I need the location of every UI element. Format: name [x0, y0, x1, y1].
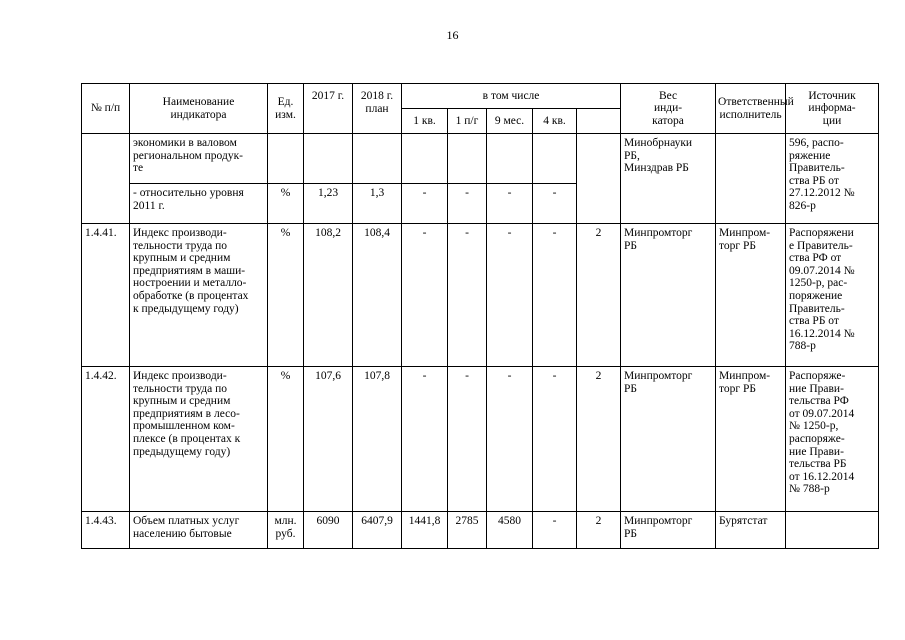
header-executor: Ответственный исполнитель: [716, 84, 786, 134]
row-1442-num: 1.4.42.: [82, 367, 130, 512]
row-1442-h1: -: [448, 367, 487, 512]
table-header: [82, 84, 879, 134]
row-1443-2018: 6407,9: [353, 512, 402, 549]
empty-cell: [304, 134, 353, 184]
row-1442-executor: Минпромторг РБ: [621, 367, 716, 512]
row-1441-h1: -: [448, 224, 487, 367]
empty-cell: [533, 134, 577, 184]
row-1442-source: Минпром- торг РБ: [716, 367, 786, 512]
row-cont-num: [82, 134, 130, 224]
row-1443-weight: 2: [577, 512, 621, 549]
row-cont-q4: -: [533, 184, 577, 224]
row-1442-q4: -: [533, 367, 577, 512]
empty-cell: [402, 134, 448, 184]
header-q1: 1 кв.: [402, 109, 448, 134]
empty-cell: [268, 134, 304, 184]
header-source: Источник информа- ции: [786, 84, 879, 134]
table-row: [82, 134, 879, 184]
row-1442-weight: 2: [577, 367, 621, 512]
indicators-table: [81, 83, 879, 549]
row-1443-9m: 4580: [487, 512, 533, 549]
row-cont-name-b: - относительно уровня 2011 г.: [130, 184, 268, 224]
row-1442-unit: %: [268, 367, 304, 512]
row-1443-2017: 6090: [304, 512, 353, 549]
empty-cell: [487, 134, 533, 184]
table-row: [82, 224, 879, 367]
row-1441-name: Индекс производи- тельности труда по крупным и средним предприятиям в маши- ностроении и металло- обработке (в процентах к предыдущему году): [130, 224, 268, 367]
row-1442-2017: 107,6: [304, 367, 353, 512]
row-cont-name-a: экономики в валовом региональном продук- те: [130, 134, 268, 184]
row-1442-9m: -: [487, 367, 533, 512]
table-row: [82, 512, 879, 549]
row-1441-q4: -: [533, 224, 577, 367]
header-9m: 9 мес.: [487, 109, 533, 134]
row-1441-2018: 108,4: [353, 224, 402, 367]
row-1443-h1: 2785: [448, 512, 487, 549]
row-cont-q1: -: [402, 184, 448, 224]
table-row: [82, 367, 879, 512]
header-name: Наименование индикатора: [130, 84, 268, 134]
header-num: № п/п: [82, 84, 130, 134]
row-1443-q1: 1441,8: [402, 512, 448, 549]
row-1443-source: Бурятстат: [716, 512, 786, 549]
row-cont-2018: 1,3: [353, 184, 402, 224]
header-h1: 1 п/г: [448, 109, 487, 134]
row-cont-source: [716, 134, 786, 224]
row-1441-note: Распоряжени е Правитель- ства РФ от 09.07.2014 № 1250-р, рас- поряжение Правитель- ства РБ от 16.12.2014 № 788-р: [786, 224, 879, 367]
empty-cell: [448, 134, 487, 184]
row-cont-weight: [577, 134, 621, 224]
row-cont-executor: Минобрнауки РБ, Минздрав РБ: [621, 134, 716, 224]
row-1441-num: 1.4.41.: [82, 224, 130, 367]
header-unit: Ед. изм.: [268, 84, 304, 134]
row-1443-executor: Минпромторг РБ: [621, 512, 716, 549]
row-1442-2018: 107,8: [353, 367, 402, 512]
header-q4: 4 кв.: [533, 109, 577, 134]
header-2017: 2017 г.: [304, 84, 353, 134]
row-cont-h1: -: [448, 184, 487, 224]
row-cont-2017: 1,23: [304, 184, 353, 224]
row-cont-note: 596, распо- ряжение Правитель- ства РБ от 27.12.2012 № 826-р: [786, 134, 879, 224]
row-1441-unit: %: [268, 224, 304, 367]
row-1443-name: Объем платных услуг населению бытовые: [130, 512, 268, 549]
row-1442-note: Распоряже- ние Прави- тельства РФ от 09.07.2014 № 1250-р, распоряже- ние Прави- тельства РБ от 16.12.2014 № 788-р: [786, 367, 879, 512]
row-1443-num: 1.4.43.: [82, 512, 130, 549]
row-1442-name: Индекс производи- тельности труда по крупным и средним предприятиям в лесо- промышленном ком- плексе (в процентах к предыдущему году): [130, 367, 268, 512]
row-1441-source: Минпром- торг РБ: [716, 224, 786, 367]
row-1441-weight: 2: [577, 224, 621, 367]
row-1441-q1: -: [402, 224, 448, 367]
header-including: в том числе: [402, 84, 621, 109]
row-1441-executor: Минпромторг РБ: [621, 224, 716, 367]
row-1443-note: [786, 512, 879, 549]
row-1441-9m: -: [487, 224, 533, 367]
page-number: 16: [446, 28, 459, 42]
row-1441-2017: 108,2: [304, 224, 353, 367]
row-1443-unit: млн. руб.: [268, 512, 304, 549]
empty-cell: [353, 134, 402, 184]
row-cont-9m: -: [487, 184, 533, 224]
row-1443-q4: -: [533, 512, 577, 549]
row-cont-unit: %: [268, 184, 304, 224]
header-weight: Вес инди- катора: [621, 84, 716, 134]
row-1442-q1: -: [402, 367, 448, 512]
header-2018: 2018 г. план: [353, 84, 402, 134]
